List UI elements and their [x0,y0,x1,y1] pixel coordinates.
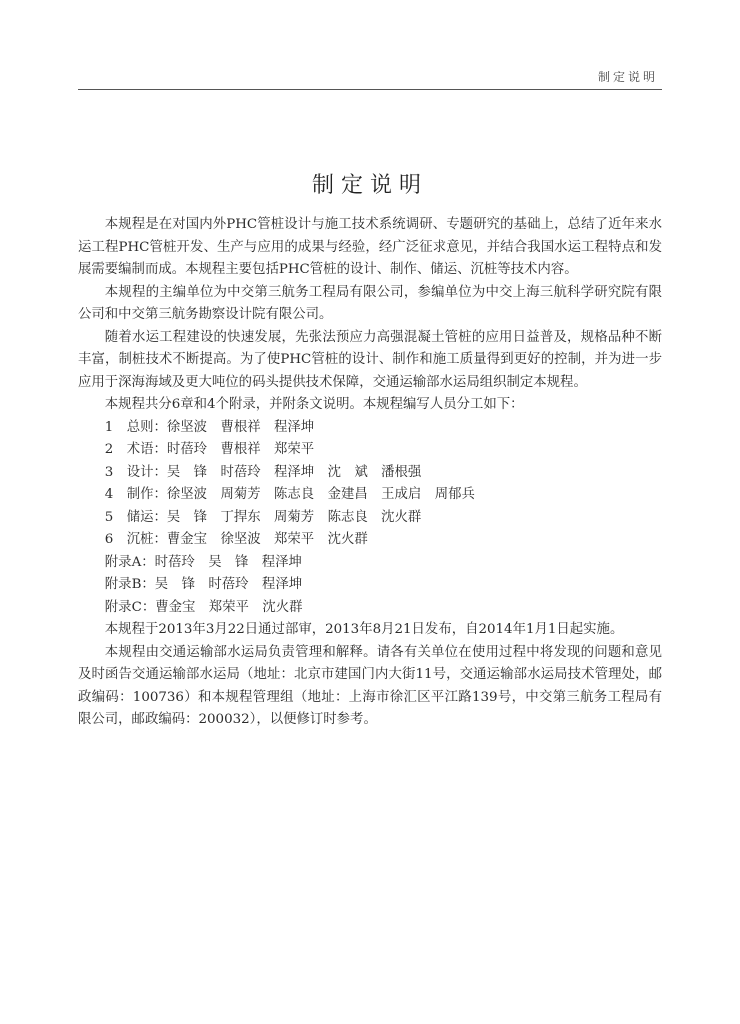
background-paragraph: 随着水运工程建设的快速发展，先张法预应力高强混凝土管桩的应用日益普及，规格品种不断丰富，制桩技术不断提高。为了使PHC管桩的设计、制作和施工质量得到更好的控制，并为进一步应用于深海海域及更大吨位的码头提供技术保障，交通运输部水运局组织制定本规程。 [78,329,662,390]
document-body [78,214,662,732]
author-list [78,417,662,620]
structure-paragraph: 本规程共分6章和4个附录，并附条文说明。本规程编写人员分工如下： [104,397,524,412]
header-rule [78,89,662,90]
author-list-item: 4 制作：徐坚波 周菊芳 陈志良 金建昌 王成启 周郁兵 [104,487,475,502]
intro-paragraph: 本规程是在对国内外PHC管桩设计与施工技术系统调研、专题研究的基础上，总结了近年来水运工程PHC管桩开发、生产与应用的成果与经验，经广泛征求意见，并结合我国水运工程特点和发展需要编制而成。本规程主要包括PHC管桩的设计、制作、储运、沉桩等技术内容。 [78,217,662,277]
author-list-item: 附录C：曹金宝 郑荣平 沈火群 [104,599,303,615]
author-list-item: 附录B：吴 锋 时蓓玲 程泽坤 [104,577,303,592]
author-list-item: 3 设计：吴 锋 时蓓玲 程泽坤 沈 斌 潘根强 [104,464,422,480]
management-paragraph: 本规程由交通运输部水运局负责管理和解释。请各有关单位在使用过程中将发现的问题和意见及时函告交通运输部水运局（地址：北京市建国门内大街11号，交通运输部水运局技术管理处，邮政编码：100736）和本规程管理组（地址：上海市徐汇区平江路139号，中交第三航务工程局有限公司，邮政编码：200032），以便修订时参考。 [78,644,662,727]
author-list-item: 5 储运：吴 锋 丁捍东 周菊芳 陈志良 沈火群 [104,509,422,525]
running-header: 制定说明 [597,70,658,84]
effective-date-paragraph: 本规程于2013年3月22日通过部审，2013年8月21日发布，自2014年1月1日起实施。 [104,622,624,637]
editor-paragraph: 本规程的主编单位为中交第三航务工程局有限公司，参编单位为中交上海三航科学研究院有限公司和中交第三航务勘察设计院有限公司。 [78,284,662,322]
author-list-item: 2 术语：时蓓玲 曹根祥 郑荣平 [104,442,315,457]
author-list-item: 6 沉桩：曹金宝 徐坚波 郑荣平 沈火群 [104,532,368,547]
page-title: 制定说明 [311,173,428,198]
author-list-item: 1 总则：徐坚波 曹根祥 程泽坤 [104,419,315,435]
author-list-item: 附录A：时蓓玲 吴 锋 程泽坤 [104,554,302,570]
